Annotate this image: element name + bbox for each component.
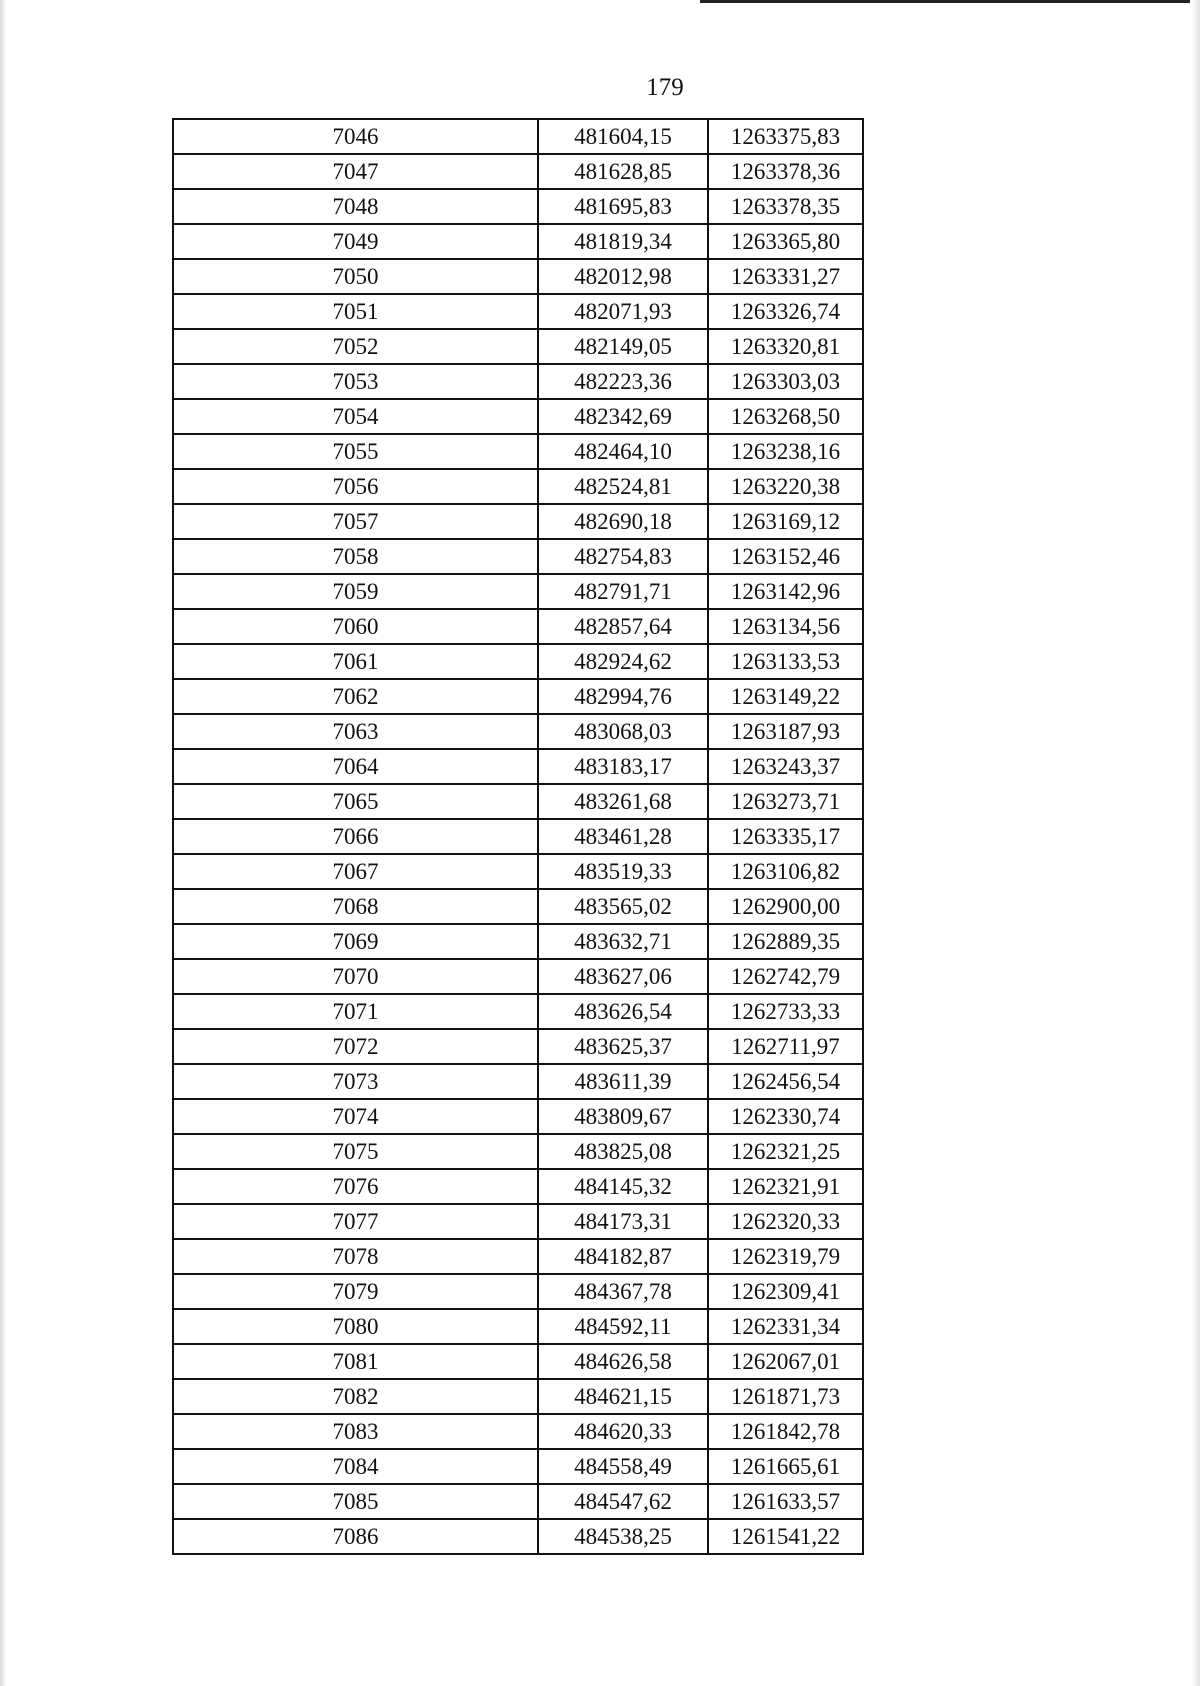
x-coordinate-cell: 482754,83: [538, 539, 708, 574]
table-row: [173, 399, 863, 434]
point-number-cell: 7047: [173, 154, 538, 189]
table-row: [173, 119, 863, 154]
table-row: [173, 889, 863, 924]
y-coordinate-cell: 1263378,36: [708, 154, 863, 189]
point-number-cell: 7059: [173, 574, 538, 609]
x-coordinate-cell: 483632,71: [538, 924, 708, 959]
table-row: [173, 1064, 863, 1099]
y-coordinate-cell: 1261633,57: [708, 1484, 863, 1519]
y-coordinate-cell: 1263335,17: [708, 819, 863, 854]
y-coordinate-cell: 1263220,38: [708, 469, 863, 504]
x-coordinate-cell: 484538,25: [538, 1519, 708, 1554]
point-number-cell: 7056: [173, 469, 538, 504]
y-coordinate-cell: 1263238,16: [708, 434, 863, 469]
y-coordinate-cell: 1263326,74: [708, 294, 863, 329]
x-coordinate-cell: 483565,02: [538, 889, 708, 924]
y-coordinate-cell: 1263133,53: [708, 644, 863, 679]
table-row: [173, 504, 863, 539]
point-number-cell: 7079: [173, 1274, 538, 1309]
table-row: [173, 329, 863, 364]
y-coordinate-cell: 1263106,82: [708, 854, 863, 889]
y-coordinate-cell: 1262733,33: [708, 994, 863, 1029]
y-coordinate-cell: 1262711,97: [708, 1029, 863, 1064]
x-coordinate-cell: 481604,15: [538, 119, 708, 154]
point-number-cell: 7058: [173, 539, 538, 574]
x-coordinate-cell: 482791,71: [538, 574, 708, 609]
point-number-cell: 7068: [173, 889, 538, 924]
x-coordinate-cell: 484173,31: [538, 1204, 708, 1239]
y-coordinate-cell: 1263142,96: [708, 574, 863, 609]
point-number-cell: 7049: [173, 224, 538, 259]
table-row: [173, 294, 863, 329]
x-coordinate-cell: 484547,62: [538, 1484, 708, 1519]
y-coordinate-cell: 1263331,27: [708, 259, 863, 294]
point-number-cell: 7072: [173, 1029, 538, 1064]
point-number-cell: 7050: [173, 259, 538, 294]
x-coordinate-cell: 483461,28: [538, 819, 708, 854]
x-coordinate-cell: 483626,54: [538, 994, 708, 1029]
y-coordinate-cell: 1261665,61: [708, 1449, 863, 1484]
x-coordinate-cell: 484145,32: [538, 1169, 708, 1204]
point-number-cell: 7063: [173, 714, 538, 749]
y-coordinate-cell: 1263365,80: [708, 224, 863, 259]
x-coordinate-cell: 481819,34: [538, 224, 708, 259]
scan-artifact-top-bar: [700, 0, 1190, 3]
x-coordinate-cell: 482690,18: [538, 504, 708, 539]
point-number-cell: 7065: [173, 784, 538, 819]
coordinates-table: [172, 118, 864, 1555]
table-row: [173, 1204, 863, 1239]
y-coordinate-cell: 1263187,93: [708, 714, 863, 749]
table-row: [173, 854, 863, 889]
y-coordinate-cell: 1262067,01: [708, 1344, 863, 1379]
point-number-cell: 7051: [173, 294, 538, 329]
table-row: [173, 1169, 863, 1204]
point-number-cell: 7062: [173, 679, 538, 714]
table-row: [173, 1449, 863, 1484]
table-row: [173, 609, 863, 644]
coordinates-table-wrapper: [172, 118, 862, 1555]
x-coordinate-cell: 482149,05: [538, 329, 708, 364]
point-number-cell: 7084: [173, 1449, 538, 1484]
x-coordinate-cell: 482012,98: [538, 259, 708, 294]
point-number-cell: 7081: [173, 1344, 538, 1379]
point-number-cell: 7073: [173, 1064, 538, 1099]
table-row: [173, 539, 863, 574]
x-coordinate-cell: 484621,15: [538, 1379, 708, 1414]
table-row: [173, 924, 863, 959]
point-number-cell: 7085: [173, 1484, 538, 1519]
table-row: [173, 994, 863, 1029]
point-number-cell: 7080: [173, 1309, 538, 1344]
table-row: [173, 819, 863, 854]
table-row: [173, 574, 863, 609]
y-coordinate-cell: 1262330,74: [708, 1099, 863, 1134]
y-coordinate-cell: 1263320,81: [708, 329, 863, 364]
x-coordinate-cell: 483627,06: [538, 959, 708, 994]
x-coordinate-cell: 482342,69: [538, 399, 708, 434]
point-number-cell: 7048: [173, 189, 538, 224]
x-coordinate-cell: 482071,93: [538, 294, 708, 329]
scan-edge-left: [0, 0, 6, 1686]
table-row: [173, 1379, 863, 1414]
point-number-cell: 7071: [173, 994, 538, 1029]
point-number-cell: 7046: [173, 119, 538, 154]
table-row: [173, 959, 863, 994]
table-row: [173, 1484, 863, 1519]
x-coordinate-cell: 482994,76: [538, 679, 708, 714]
x-coordinate-cell: 484626,58: [538, 1344, 708, 1379]
point-number-cell: 7083: [173, 1414, 538, 1449]
page-number: 179: [646, 74, 684, 101]
table-row: [173, 1519, 863, 1554]
x-coordinate-cell: 484558,49: [538, 1449, 708, 1484]
point-number-cell: 7057: [173, 504, 538, 539]
point-number-cell: 7054: [173, 399, 538, 434]
y-coordinate-cell: 1262319,79: [708, 1239, 863, 1274]
y-coordinate-cell: 1261871,73: [708, 1379, 863, 1414]
x-coordinate-cell: 483068,03: [538, 714, 708, 749]
y-coordinate-cell: 1262320,33: [708, 1204, 863, 1239]
y-coordinate-cell: 1263169,12: [708, 504, 863, 539]
y-coordinate-cell: 1262456,54: [708, 1064, 863, 1099]
y-coordinate-cell: 1263268,50: [708, 399, 863, 434]
point-number-cell: 7086: [173, 1519, 538, 1554]
table-row: [173, 784, 863, 819]
y-coordinate-cell: 1262309,41: [708, 1274, 863, 1309]
point-number-cell: 7053: [173, 364, 538, 399]
y-coordinate-cell: 1262889,35: [708, 924, 863, 959]
table-row: [173, 1344, 863, 1379]
x-coordinate-cell: 482924,62: [538, 644, 708, 679]
y-coordinate-cell: 1263149,22: [708, 679, 863, 714]
point-number-cell: 7070: [173, 959, 538, 994]
point-number-cell: 7052: [173, 329, 538, 364]
point-number-cell: 7074: [173, 1099, 538, 1134]
table-row: [173, 224, 863, 259]
point-number-cell: 7082: [173, 1379, 538, 1414]
point-number-cell: 7060: [173, 609, 538, 644]
point-number-cell: 7067: [173, 854, 538, 889]
y-coordinate-cell: 1263243,37: [708, 749, 863, 784]
table-row: [173, 434, 863, 469]
y-coordinate-cell: 1263273,71: [708, 784, 863, 819]
table-row: [173, 1274, 863, 1309]
y-coordinate-cell: 1263152,46: [708, 539, 863, 574]
point-number-cell: 7076: [173, 1169, 538, 1204]
x-coordinate-cell: 483183,17: [538, 749, 708, 784]
y-coordinate-cell: 1263375,83: [708, 119, 863, 154]
x-coordinate-cell: 482524,81: [538, 469, 708, 504]
y-coordinate-cell: 1261541,22: [708, 1519, 863, 1554]
table-row: [173, 644, 863, 679]
x-coordinate-cell: 483261,68: [538, 784, 708, 819]
table-row: [173, 1029, 863, 1064]
table-row: [173, 1134, 863, 1169]
x-coordinate-cell: 484592,11: [538, 1309, 708, 1344]
y-coordinate-cell: 1262742,79: [708, 959, 863, 994]
y-coordinate-cell: 1261842,78: [708, 1414, 863, 1449]
point-number-cell: 7061: [173, 644, 538, 679]
x-coordinate-cell: 484182,87: [538, 1239, 708, 1274]
x-coordinate-cell: 483625,37: [538, 1029, 708, 1064]
table-row: [173, 679, 863, 714]
y-coordinate-cell: 1262321,25: [708, 1134, 863, 1169]
point-number-cell: 7066: [173, 819, 538, 854]
table-row: [173, 714, 863, 749]
x-coordinate-cell: 483519,33: [538, 854, 708, 889]
point-number-cell: 7055: [173, 434, 538, 469]
x-coordinate-cell: 482223,36: [538, 364, 708, 399]
table-row: [173, 189, 863, 224]
x-coordinate-cell: 481695,83: [538, 189, 708, 224]
table-row: [173, 749, 863, 784]
x-coordinate-cell: 483611,39: [538, 1064, 708, 1099]
point-number-cell: 7075: [173, 1134, 538, 1169]
x-coordinate-cell: 484620,33: [538, 1414, 708, 1449]
y-coordinate-cell: 1263378,35: [708, 189, 863, 224]
x-coordinate-cell: 482464,10: [538, 434, 708, 469]
table-row: [173, 1309, 863, 1344]
x-coordinate-cell: 482857,64: [538, 609, 708, 644]
scan-edge-right: [1192, 0, 1200, 1686]
point-number-cell: 7069: [173, 924, 538, 959]
point-number-cell: 7064: [173, 749, 538, 784]
y-coordinate-cell: 1263134,56: [708, 609, 863, 644]
x-coordinate-cell: 481628,85: [538, 154, 708, 189]
x-coordinate-cell: 484367,78: [538, 1274, 708, 1309]
point-number-cell: 7077: [173, 1204, 538, 1239]
table-row: [173, 1239, 863, 1274]
table-row: [173, 259, 863, 294]
y-coordinate-cell: 1262331,34: [708, 1309, 863, 1344]
y-coordinate-cell: 1262900,00: [708, 889, 863, 924]
coordinates-table-body: [173, 119, 863, 1554]
y-coordinate-cell: 1263303,03: [708, 364, 863, 399]
point-number-cell: 7078: [173, 1239, 538, 1274]
table-row: [173, 364, 863, 399]
table-row: [173, 154, 863, 189]
x-coordinate-cell: 483825,08: [538, 1134, 708, 1169]
table-row: [173, 1099, 863, 1134]
table-row: [173, 1414, 863, 1449]
x-coordinate-cell: 483809,67: [538, 1099, 708, 1134]
y-coordinate-cell: 1262321,91: [708, 1169, 863, 1204]
table-row: [173, 469, 863, 504]
